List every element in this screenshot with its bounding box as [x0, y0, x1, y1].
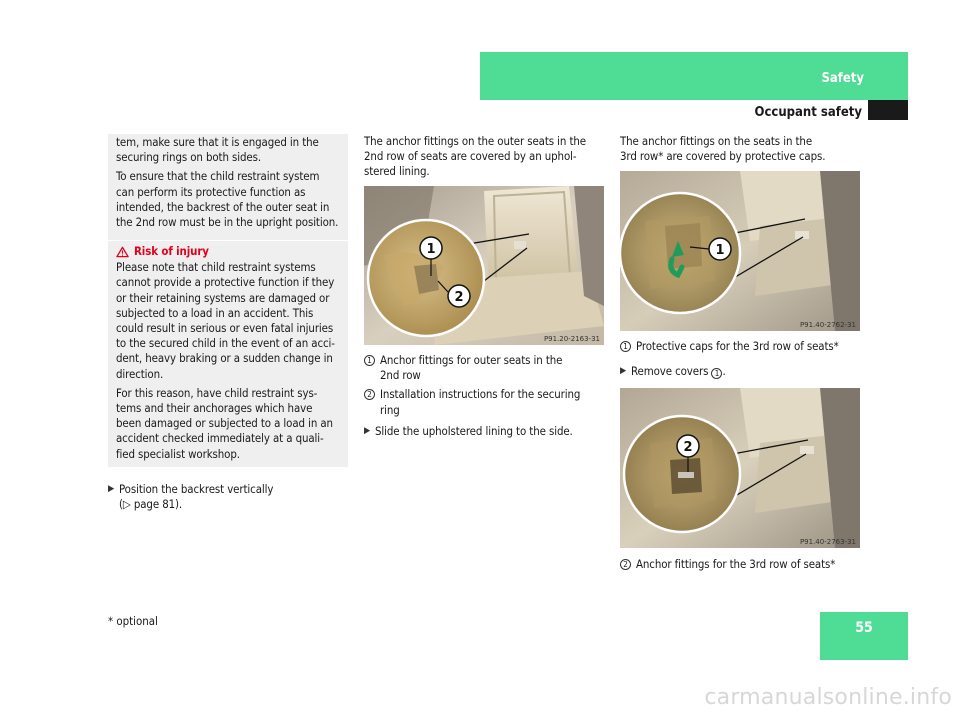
warning-box [108, 241, 348, 467]
paragraph: tem, make sure that it is engaged in the securing rings on both sides. [116, 135, 319, 165]
callout-marker: 2 [364, 389, 375, 400]
callout-legend [364, 353, 604, 422]
callout-marker: 1 [711, 368, 722, 379]
step-text: Slide the upholstered lining to the side. [375, 424, 573, 438]
image-caption [620, 339, 860, 358]
intro-line: 3rd row* are covered by protective caps. [620, 149, 826, 164]
callout-marker: 2 [620, 559, 631, 570]
callout-1-label: 1 [715, 243, 725, 258]
second-row-seat-illustration [364, 186, 604, 345]
callout-2-label: 2 [683, 440, 693, 455]
protective-cap-photo [620, 171, 860, 331]
third-row-anchor-illustration [620, 388, 860, 548]
step-arrow-icon: ▶ [108, 484, 115, 494]
instruction-step [108, 482, 348, 512]
callout-marker: 1 [364, 355, 375, 366]
intro-paragraph [620, 134, 860, 164]
list-item-text: 2nd row [380, 368, 421, 383]
step-suffix: . [722, 364, 726, 378]
list-item-text: Anchor fittings for outer seats in the [380, 353, 563, 367]
header-marker [868, 100, 908, 120]
subsection-title: Occupant safety [754, 105, 862, 120]
caption-text: Anchor fittings for the 3rd row of seats* [636, 557, 836, 571]
list-item [364, 387, 604, 417]
info-paragraphs [108, 134, 348, 240]
caption-text: Protective caps for the 3rd row of seats* [636, 339, 839, 353]
step-arrow-icon: ▶ [364, 426, 371, 436]
list-item-text: ring [380, 402, 400, 417]
callout-2-label: 2 [454, 290, 464, 305]
list-item [364, 353, 604, 383]
watermark: carmanualsonline.info [704, 685, 952, 710]
list-item-text: Installation instructions for the securing [380, 387, 581, 402]
warning-paragraph: Please note that child restraint systems cannot provide a protective function if they or their retaining systems are damaged or subjected to a load in an accident. This could result in serious or even fatal injuries to the secured child in the event of an acci-dent, heavy braking or a sudden change in direction. [116, 260, 335, 381]
warning-heading [116, 244, 340, 259]
third-row-cap-illustration [620, 171, 860, 331]
image-code: P91.40-2762-31 [799, 321, 856, 329]
instruction-step [364, 424, 604, 439]
intro-paragraph: The anchor fittings on the outer seats in the 2nd row of seats are covered by an uphol-stered lining. [364, 134, 586, 179]
step-text: Remove covers [631, 364, 709, 378]
section-title: Safety [821, 71, 864, 86]
page-number: 55 [855, 620, 873, 636]
step-text: Position the backrest vertically [119, 482, 274, 496]
anchor-fitting-photo [620, 388, 860, 548]
warning-paragraph: For this reason, have child restraint sys-tems and their anchorages which have been damaged or subjected to a load in an accident checked immediately at a quali-fied specialist workshop. [116, 385, 333, 461]
paragraph: To ensure that the child restraint system can perform its protective function as intended, the backrest of the outer seat in the 2nd row must be in the upright position. [116, 169, 339, 230]
intro-line: The anchor fittings on the seats in the [620, 134, 813, 148]
image-caption [620, 557, 860, 576]
image-code: P91.40-2763-31 [799, 538, 856, 546]
seat-anchor-photo [364, 186, 604, 345]
callout-1-label: 1 [426, 242, 436, 257]
step-arrow-icon: ▶ [620, 366, 627, 376]
instruction-step [620, 364, 860, 379]
warning-title: Risk of injury [134, 244, 209, 258]
image-code: P91.20-2163-31 [543, 335, 600, 343]
warning-triangle-icon [116, 246, 129, 258]
callout-marker: 1 [620, 341, 631, 352]
footnote: * optional [108, 614, 158, 628]
page-reference-link[interactable]: (▷ page 81). [119, 497, 183, 512]
